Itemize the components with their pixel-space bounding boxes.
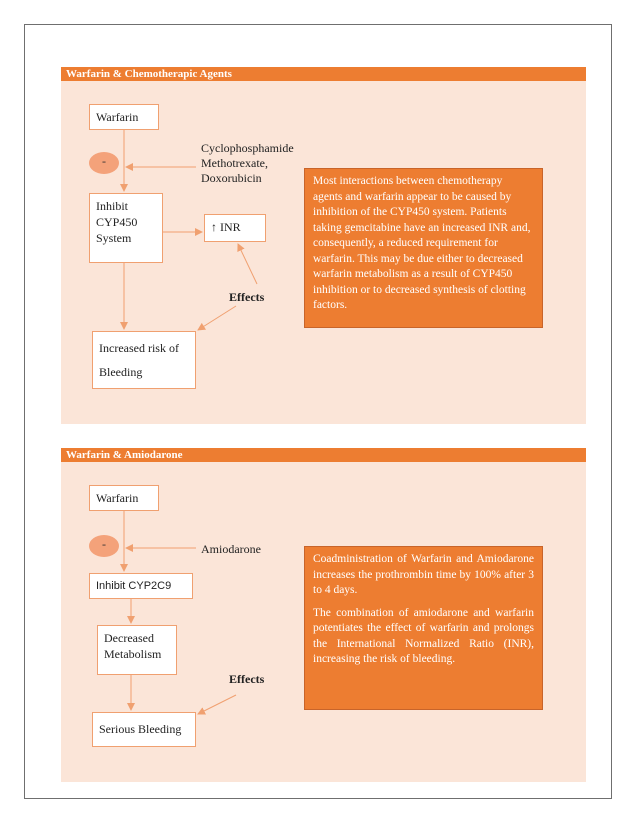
metabolism-line-2: Metabolism [104, 647, 162, 661]
risk-line-2: Bleeding [99, 365, 143, 379]
inhibit-line-1: Inhibit [96, 199, 128, 213]
risk-line-1: Increased risk of [99, 341, 179, 355]
amiodarone-note-box [304, 546, 543, 710]
effects-label-1: Effects [229, 290, 265, 304]
agent-doxorubicin: Doxorubicin [201, 171, 262, 185]
inhibit-line-2: CYP450 [96, 215, 138, 229]
agent-cyclophosphamide: Cyclophosphamide [201, 141, 294, 155]
chemo-agents-label [201, 141, 294, 186]
section1-title: Warfarin & Chemotherapic Agents [61, 67, 586, 81]
section2-title: Warfarin & Amiodarone [61, 448, 586, 462]
chemo-note-text: Most interactions between chemotherapy agents and warfarin appear to be caused by inhibition of the CYP450 system. Patients taking gemcitabine have an increased INR and, consequently, a reduced requirement for warfarin. This may be due either to decreased warfarin metabolism as a result of CYP450 inhibition or to decreased synthesis of clotting factors. [313, 175, 531, 311]
inhibit-cyp450-box [89, 193, 163, 263]
chemo-note-box [304, 168, 543, 328]
serious-bleeding-box: Serious Bleeding [92, 712, 196, 747]
minus-icon-1: - [89, 152, 119, 174]
inr-box: ↑ INR [204, 214, 266, 242]
warfarin-box-1: Warfarin [89, 104, 159, 130]
agent-methotrexate: Methotrexate, [201, 156, 268, 170]
metabolism-line-1: Decreased [104, 631, 154, 645]
warfarin-box-2: Warfarin [89, 485, 159, 511]
inhibit-line-3: System [96, 231, 132, 245]
inhibit-cyp2c9-box: Inhibit CYP2C9 [89, 573, 193, 599]
decreased-metabolism-box [97, 625, 177, 675]
amiodarone-note-p1: Coadministration of Warfarin and Amiodarone increases the prothrombin time by 100% after 3 to 4 days. [313, 553, 534, 596]
amiodarone-label: Amiodarone [201, 542, 261, 556]
amiodarone-note-p2: The combination of amiodarone and warfarin potentiates the effect of warfarin and prolongs the International Normalized Ratio (INR), increasing the risk of bleeding. [313, 606, 534, 665]
increased-risk-box [92, 331, 196, 389]
effects-label-2: Effects [229, 672, 265, 686]
minus-icon-2: - [89, 535, 119, 557]
